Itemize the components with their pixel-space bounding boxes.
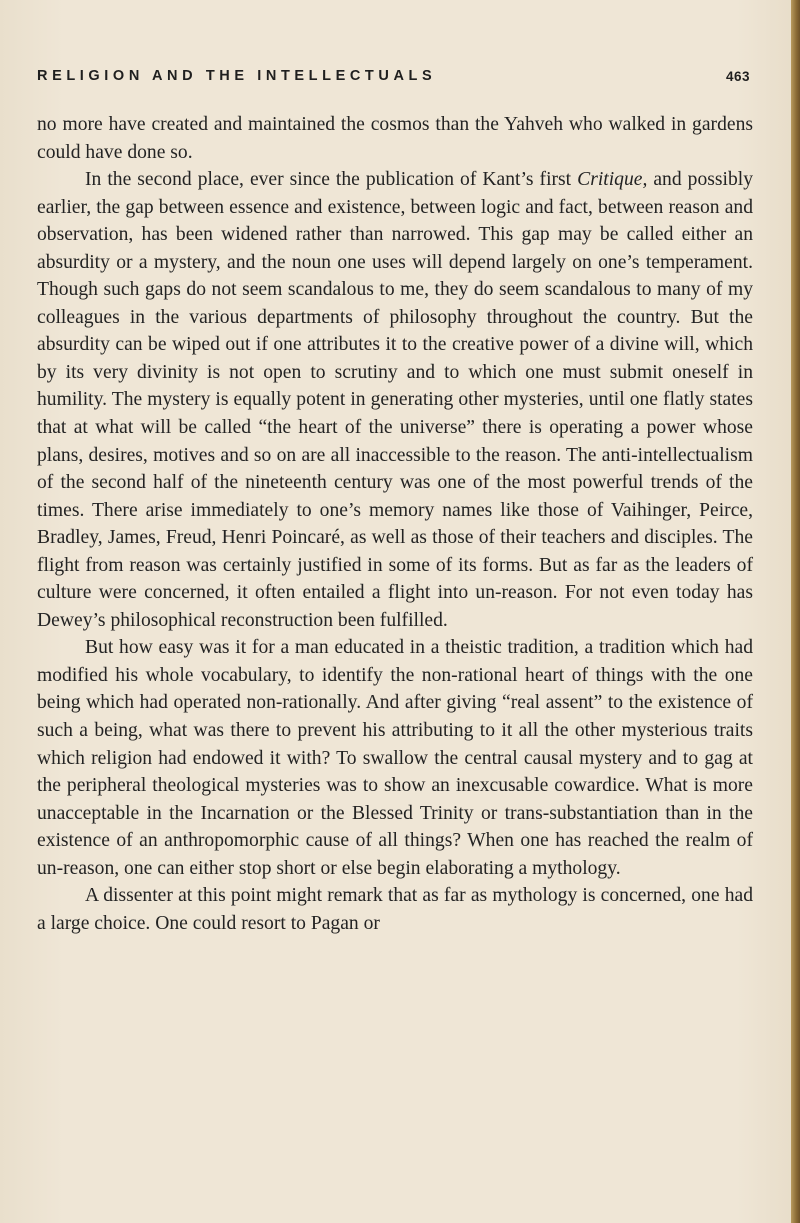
critique-title: Critique, xyxy=(577,169,648,191)
page-header xyxy=(37,68,754,92)
paragraph-dissenter: A dissenter at this point might remark that as far as mythology is concerned, one had a large choice. One could resort to Pagan or xyxy=(37,885,753,934)
page-number: 463 xyxy=(725,69,750,84)
body-text xyxy=(37,111,753,937)
paragraph-theistic-tradition: But how easy was it for a man educated in a theistic tradition, a tradition which had modified his whole vocabulary, to identify the non-rational heart of things with the one being which had operated non-rationally. And after giving “real assent” to the existence of such a being, what was there to prevent his attributing to it all the other mysterious traits which religion had endowed it with? To swallow the central causal mystery and to gag at the peripheral theological mysteries was to show an inexcusable cowardice. What is more unacceptable in the Incarnation or the Blessed Trinity or trans-substantiation than in the existence of an anthropomorphic cause of all things? When one has reached the realm of un-reason, one can either stop short or else begin elaborating a mythology. xyxy=(37,637,753,879)
page-edge xyxy=(791,0,800,1223)
paragraph-kant xyxy=(37,166,753,634)
paragraph-kant-start: In the second place, ever since the publication of Kant’s first xyxy=(85,169,572,191)
paragraph-continuation: no more have created and maintained the cosmos than the Yahveh who walked in gardens could have done so. xyxy=(37,114,753,163)
running-head: RELIGION AND THE INTELLECTUALS xyxy=(37,68,437,84)
paragraph-kant-rest: and possibly earlier, the gap between essence and existence, between logic and fact, between reason and observation, has been widened rather than narrowed. This gap may be called either an absurdity or a mystery, and the noun one uses will depend largely on one’s temperament. Though such gaps do not seem scandalous to me, they do seem scandalous to many of my colleagues in the various departments of philosophy throughout the country. But the absurdity can be wiped out if one attributes it to the creative power of a divine will, which by its very divinity is not open to scrutiny and to which one must submit oneself in humility. The mystery is equally potent in generating other mysteries, until one flatly states that at what will be called “the heart of the universe” there is operating a power whose plans, desires, motives and so on are all inaccessible to the reason. The anti-intellectualism of the second half of the nineteenth century was one of the most powerful trends of the times. There arise immediately to one’s memory names like those of Vaihinger, Peirce, Bradley, James, Freud, Henri Poincaré, as well as those of their teachers and disciples. The flight from reason was certainly justified in some of its forms. But as far as the leaders of culture were concerned, it often entailed a flight into un-reason. For not even today has Dewey’s philosophical reconstruction been fulfilled. xyxy=(37,169,753,631)
